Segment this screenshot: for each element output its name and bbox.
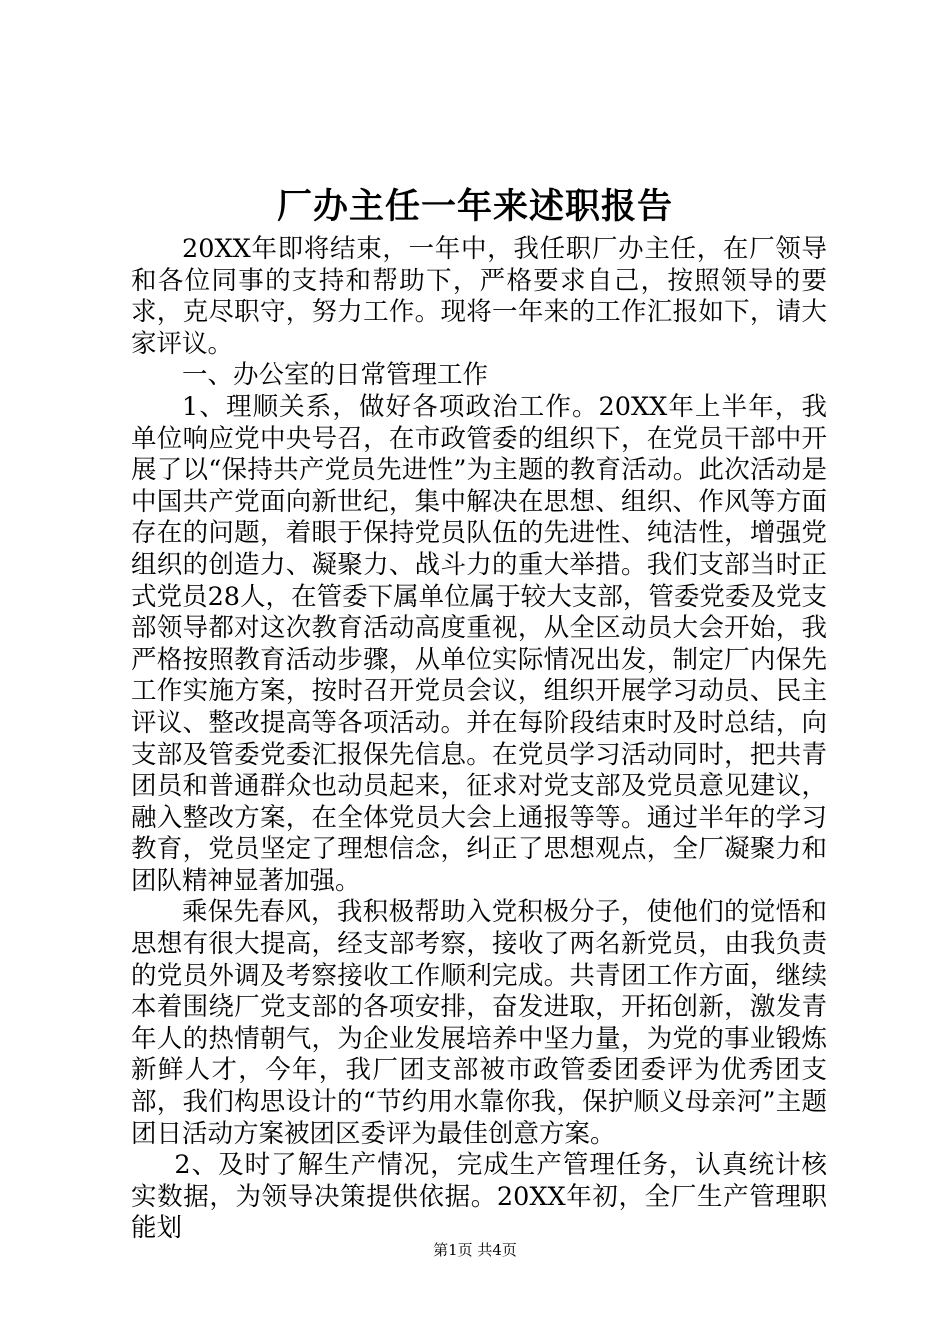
paragraph-political-work: 1、理顺关系，做好各项政治工作。20XX年上半年，我单位响应党中央号召，在市政管委的组织下，在党员干部中开展了以“保持共产党员先进性”为主题的教育活动。此次活动是中国共产党面向新世纪，集中解决在思想、组织、作风等方面存在的问题，着眼于保持党员队伍的先进性、纯洁性，增强党组织的创造力、凝聚力、战斗力的重大举措。我们支部当时正式党员28人，在管委下属单位属于较大支部，管委党委及党支部领导都对这次教育活动高度重视，从全区动员大会开始，我严格按照教育活动步骤，从单位实际情况出发，制定厂内保先工作实施方案，按时召开党员会议，组织开展学习动员、民主评议、整改提高等各项活动。并在每阶段结束时及时总结，向支部及管委党委汇报保先信息。在党员学习活动同时，把共青团员和普通群众也动员起来，征求对党支部及党员意见建议，融入整改方案，在全体党员大会上通报等等。通过半年的学习教育，党员坚定了理想信念，纠正了思想观点，全厂凝聚力和团队精神显著加强。 — [131, 391, 827, 896]
document-title: 厂办主任一年来述职报告 — [276, 186, 673, 227]
page-number-footer: 第1页 共4页 — [433, 1241, 517, 1259]
section-heading-office-management: 一、办公室的日常管理工作 — [182, 360, 489, 391]
paragraph-intro: 20XX年即将结束，一年中，我任职厂办主任，在厂领导和各位同事的支持和帮助下，严格要求自己，按照领导的要求，克尽职守，努力工作。现将一年来的工作汇报如下，请大家评议。 — [131, 234, 827, 359]
paragraph-production-management: 2、及时了解生产情况，完成生产管理任务，认真统计核实数据，为领导决策提供依据。20XX年初，全厂生产管理职能划 — [131, 1150, 827, 1244]
document-body — [131, 234, 827, 1245]
paragraph-party-youth-work: 乘保先春风，我积极帮助入党积极分子，使他们的觉悟和思想有很大提高，经支部考察，接收了两名新党员，由我负责的党员外调及考察接收工作顺利完成。共青团工作方面，继续本着围绕厂党支部的各项安排，奋发进取，开拓创新，激发青年人的热情朝气，为企业发展培养中坚力量，为党的事业锻炼新鲜人才，今年，我厂团支部被市政管委团委评为优秀团支部，我们构思设计的“节约用水靠你我，保护顺义母亲河”主题团日活动方案被团区委评为最佳创意方案。 — [131, 897, 827, 1149]
